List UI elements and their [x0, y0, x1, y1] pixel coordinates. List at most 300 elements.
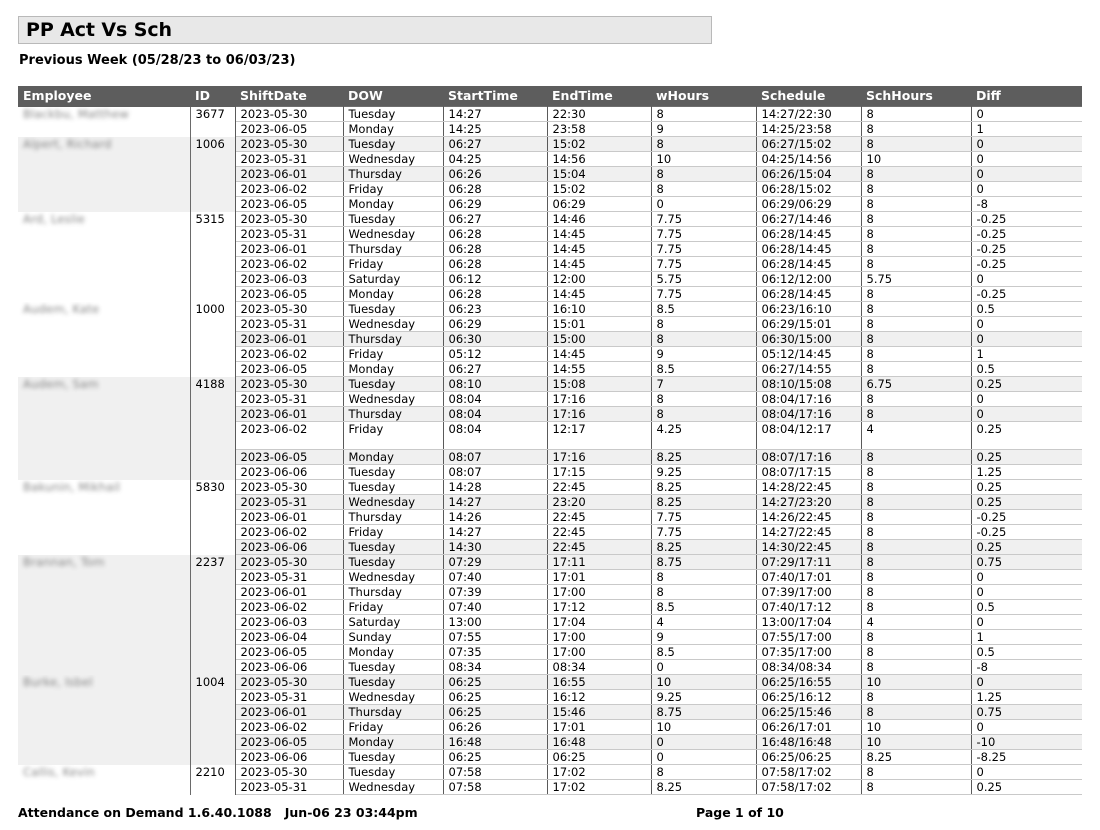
cell-dow: Tuesday	[343, 212, 443, 227]
cell-endtime: 17:16	[547, 407, 651, 422]
column-header-shiftdate[interactable]: ShiftDate	[235, 86, 343, 107]
cell-starttime: 06:23	[443, 302, 547, 317]
cell-starttime: 16:48	[443, 735, 547, 750]
cell-dow: Tuesday	[343, 377, 443, 392]
cell-starttime: 08:04	[443, 422, 547, 450]
cell-starttime: 06:28	[443, 182, 547, 197]
column-header-schhours[interactable]: SchHours	[861, 86, 971, 107]
cell-shiftdate: 2023-06-01	[235, 585, 343, 600]
cell-schhours: 8	[861, 480, 971, 495]
cell-whours: 10	[651, 720, 756, 735]
cell-shiftdate: 2023-06-06	[235, 540, 343, 555]
cell-diff: 0.25	[971, 495, 1082, 510]
cell-dow: Monday	[343, 450, 443, 465]
cell-diff: 0.75	[971, 555, 1082, 570]
cell-shiftdate: 2023-06-05	[235, 197, 343, 212]
cell-starttime: 07:40	[443, 600, 547, 615]
cell-whours: 8	[651, 392, 756, 407]
cell-shiftdate: 2023-06-05	[235, 450, 343, 465]
cell-schedule: 07:29/17:11	[756, 555, 861, 570]
cell-schhours: 8	[861, 540, 971, 555]
cell-starttime: 08:07	[443, 465, 547, 480]
column-header-whours[interactable]: wHours	[651, 86, 756, 107]
column-header-dow[interactable]: DOW	[343, 86, 443, 107]
employee-name-cell	[18, 212, 190, 302]
cell-schedule: 07:58/17:02	[756, 765, 861, 780]
cell-diff: 0	[971, 615, 1082, 630]
cell-diff: 0	[971, 675, 1082, 690]
cell-schhours: 8	[861, 287, 971, 302]
column-header-schedule[interactable]: Schedule	[756, 86, 861, 107]
cell-schedule: 06:28/14:45	[756, 287, 861, 302]
cell-schhours: 8.25	[861, 750, 971, 765]
cell-endtime: 17:16	[547, 450, 651, 465]
employee-name-cell	[18, 137, 190, 212]
table-row	[18, 212, 1082, 227]
report-footer	[18, 805, 1082, 825]
cell-endtime: 06:25	[547, 750, 651, 765]
cell-shiftdate: 2023-06-05	[235, 362, 343, 377]
cell-schedule: 06:29/15:01	[756, 317, 861, 332]
cell-endtime: 16:48	[547, 735, 651, 750]
cell-schhours: 10	[861, 675, 971, 690]
cell-starttime: 06:28	[443, 287, 547, 302]
column-header-employee[interactable]: Employee	[18, 86, 190, 107]
cell-dow: Thursday	[343, 407, 443, 422]
cell-schhours: 4	[861, 422, 971, 450]
cell-schedule: 08:10/15:08	[756, 377, 861, 392]
cell-endtime: 17:01	[547, 720, 651, 735]
cell-starttime: 14:27	[443, 495, 547, 510]
cell-diff: 0	[971, 107, 1082, 122]
cell-whours: 8	[651, 585, 756, 600]
cell-schedule: 08:04/17:16	[756, 392, 861, 407]
cell-dow: Tuesday	[343, 660, 443, 675]
table-row	[18, 377, 1082, 392]
cell-schedule: 06:28/14:45	[756, 242, 861, 257]
cell-schhours: 8	[861, 182, 971, 197]
cell-schedule: 07:40/17:01	[756, 570, 861, 585]
cell-whours: 8.25	[651, 540, 756, 555]
cell-shiftdate: 2023-06-06	[235, 660, 343, 675]
table-row	[18, 107, 1082, 122]
employee-name: Ard, Leslie	[23, 211, 85, 226]
cell-starttime: 06:30	[443, 332, 547, 347]
cell-whours: 0	[651, 750, 756, 765]
cell-endtime: 12:17	[547, 422, 651, 450]
cell-dow: Tuesday	[343, 540, 443, 555]
cell-diff: 0.25	[971, 540, 1082, 555]
cell-whours: 8	[651, 407, 756, 422]
cell-endtime: 15:00	[547, 332, 651, 347]
cell-whours: 4	[651, 615, 756, 630]
cell-schedule: 14:30/22:45	[756, 540, 861, 555]
employee-name: Blackbu, Matthew	[23, 106, 129, 121]
cell-starttime: 06:25	[443, 750, 547, 765]
cell-schhours: 8	[861, 465, 971, 480]
cell-starttime: 06:29	[443, 317, 547, 332]
cell-whours: 8	[651, 317, 756, 332]
cell-diff: 0	[971, 585, 1082, 600]
cell-endtime: 16:10	[547, 302, 651, 317]
employee-name-cell	[18, 675, 190, 765]
cell-diff: 0.25	[971, 422, 1082, 450]
employee-name: Audem, Sam	[23, 376, 99, 391]
table-row	[18, 137, 1082, 152]
cell-schhours: 8	[861, 660, 971, 675]
employee-id-cell: 1006	[190, 137, 235, 212]
cell-shiftdate: 2023-05-31	[235, 495, 343, 510]
cell-schhours: 8	[861, 585, 971, 600]
cell-diff: 1.25	[971, 690, 1082, 705]
cell-schhours: 8	[861, 347, 971, 362]
cell-dow: Friday	[343, 182, 443, 197]
cell-schhours: 8	[861, 570, 971, 585]
cell-whours: 7.75	[651, 257, 756, 272]
cell-dow: Friday	[343, 347, 443, 362]
cell-diff: 0.5	[971, 362, 1082, 377]
cell-diff: -0.25	[971, 510, 1082, 525]
cell-diff: 0	[971, 167, 1082, 182]
cell-shiftdate: 2023-05-30	[235, 377, 343, 392]
column-header-id[interactable]: ID	[190, 86, 235, 107]
cell-schedule: 08:07/17:15	[756, 465, 861, 480]
cell-endtime: 14:45	[547, 287, 651, 302]
table-row	[18, 480, 1082, 495]
employee-id-cell: 5315	[190, 212, 235, 302]
cell-starttime: 06:28	[443, 257, 547, 272]
cell-schedule: 06:29/06:29	[756, 197, 861, 212]
cell-endtime: 17:02	[547, 780, 651, 795]
cell-dow: Friday	[343, 600, 443, 615]
employee-name-cell	[18, 377, 190, 480]
cell-starttime: 06:12	[443, 272, 547, 287]
employee-name: Burke, Isbel	[23, 674, 93, 689]
cell-schhours: 8	[861, 407, 971, 422]
cell-dow: Tuesday	[343, 302, 443, 317]
cell-diff: 1.25	[971, 465, 1082, 480]
cell-diff: -0.25	[971, 227, 1082, 242]
cell-schhours: 8	[861, 495, 971, 510]
cell-shiftdate: 2023-05-30	[235, 765, 343, 780]
cell-whours: 8.75	[651, 555, 756, 570]
cell-dow: Monday	[343, 735, 443, 750]
cell-diff: 0	[971, 182, 1082, 197]
cell-shiftdate: 2023-06-01	[235, 242, 343, 257]
cell-shiftdate: 2023-05-30	[235, 302, 343, 317]
cell-schhours: 5.75	[861, 272, 971, 287]
cell-diff: 0	[971, 332, 1082, 347]
cell-whours: 8.5	[651, 362, 756, 377]
cell-starttime: 06:28	[443, 242, 547, 257]
cell-endtime: 17:04	[547, 615, 651, 630]
cell-schhours: 8	[861, 555, 971, 570]
cell-endtime: 17:00	[547, 645, 651, 660]
table-header-row	[18, 86, 1082, 107]
cell-dow: Tuesday	[343, 465, 443, 480]
cell-starttime: 07:58	[443, 780, 547, 795]
cell-dow: Thursday	[343, 510, 443, 525]
cell-whours: 8.25	[651, 480, 756, 495]
cell-schhours: 8	[861, 212, 971, 227]
cell-diff: -0.25	[971, 242, 1082, 257]
cell-endtime: 14:55	[547, 362, 651, 377]
employee-id-cell: 3677	[190, 107, 235, 137]
cell-starttime: 06:27	[443, 362, 547, 377]
cell-schedule: 07:55/17:00	[756, 630, 861, 645]
cell-endtime: 17:11	[547, 555, 651, 570]
cell-shiftdate: 2023-05-31	[235, 227, 343, 242]
cell-whours: 7.75	[651, 525, 756, 540]
cell-starttime: 06:29	[443, 197, 547, 212]
cell-schhours: 8	[861, 392, 971, 407]
cell-schedule: 06:27/14:55	[756, 362, 861, 377]
cell-starttime: 14:30	[443, 540, 547, 555]
cell-schhours: 8	[861, 450, 971, 465]
cell-dow: Tuesday	[343, 107, 443, 122]
cell-starttime: 06:25	[443, 705, 547, 720]
cell-endtime: 14:45	[547, 257, 651, 272]
cell-dow: Tuesday	[343, 750, 443, 765]
cell-schhours: 8	[861, 302, 971, 317]
cell-diff: 0	[971, 720, 1082, 735]
cell-whours: 8.5	[651, 645, 756, 660]
cell-diff: 0.25	[971, 450, 1082, 465]
cell-dow: Wednesday	[343, 392, 443, 407]
cell-endtime: 22:30	[547, 107, 651, 122]
cell-shiftdate: 2023-06-04	[235, 630, 343, 645]
cell-schhours: 10	[861, 720, 971, 735]
cell-endtime: 16:55	[547, 675, 651, 690]
cell-shiftdate: 2023-06-06	[235, 465, 343, 480]
cell-shiftdate: 2023-05-31	[235, 690, 343, 705]
cell-starttime: 08:10	[443, 377, 547, 392]
column-header-diff[interactable]: Diff	[971, 86, 1082, 107]
cell-starttime: 14:28	[443, 480, 547, 495]
cell-shiftdate: 2023-05-31	[235, 780, 343, 795]
cell-diff: 0	[971, 317, 1082, 332]
cell-starttime: 05:12	[443, 347, 547, 362]
cell-whours: 8	[651, 332, 756, 347]
cell-shiftdate: 2023-06-02	[235, 257, 343, 272]
employee-id-cell: 1000	[190, 302, 235, 377]
cell-starttime: 07:35	[443, 645, 547, 660]
cell-schedule: 05:12/14:45	[756, 347, 861, 362]
cell-diff: 0.25	[971, 480, 1082, 495]
cell-dow: Monday	[343, 645, 443, 660]
cell-schedule: 06:23/16:10	[756, 302, 861, 317]
cell-endtime: 23:20	[547, 495, 651, 510]
cell-schhours: 10	[861, 735, 971, 750]
cell-schhours: 8	[861, 780, 971, 795]
cell-schedule: 14:26/22:45	[756, 510, 861, 525]
cell-endtime: 16:12	[547, 690, 651, 705]
cell-schhours: 8	[861, 600, 971, 615]
cell-dow: Sunday	[343, 630, 443, 645]
cell-endtime: 15:01	[547, 317, 651, 332]
cell-starttime: 14:26	[443, 510, 547, 525]
cell-dow: Monday	[343, 122, 443, 137]
cell-endtime: 15:46	[547, 705, 651, 720]
report-date-range-subtitle: Previous Week (05/28/23 to 06/03/23)	[19, 53, 296, 68]
cell-schhours: 8	[861, 765, 971, 780]
employee-name: Bakunin, Mikhail	[23, 479, 121, 494]
cell-starttime: 06:26	[443, 167, 547, 182]
cell-endtime: 14:45	[547, 227, 651, 242]
cell-schedule: 08:07/17:16	[756, 450, 861, 465]
cell-schedule: 06:25/06:25	[756, 750, 861, 765]
cell-starttime: 07:39	[443, 585, 547, 600]
cell-endtime: 22:45	[547, 480, 651, 495]
cell-dow: Friday	[343, 720, 443, 735]
cell-schedule: 13:00/17:04	[756, 615, 861, 630]
cell-diff: 0	[971, 570, 1082, 585]
employee-name: Alpert, Richard	[23, 136, 112, 151]
cell-schedule: 06:30/15:00	[756, 332, 861, 347]
cell-whours: 10	[651, 675, 756, 690]
cell-starttime: 07:29	[443, 555, 547, 570]
cell-schhours: 10	[861, 152, 971, 167]
cell-schedule: 07:40/17:12	[756, 600, 861, 615]
cell-schedule: 14:27/22:45	[756, 525, 861, 540]
employee-name-cell	[18, 480, 190, 555]
cell-schedule: 07:39/17:00	[756, 585, 861, 600]
cell-schedule: 14:27/23:20	[756, 495, 861, 510]
column-header-endtime[interactable]: EndTime	[547, 86, 651, 107]
cell-shiftdate: 2023-06-01	[235, 705, 343, 720]
cell-shiftdate: 2023-06-05	[235, 287, 343, 302]
cell-diff: 1	[971, 122, 1082, 137]
cell-whours: 7.75	[651, 212, 756, 227]
cell-endtime: 22:45	[547, 525, 651, 540]
employee-name: Callis, Kevin	[23, 764, 95, 779]
cell-endtime: 17:16	[547, 392, 651, 407]
cell-endtime: 06:29	[547, 197, 651, 212]
cell-diff: -8.25	[971, 750, 1082, 765]
footer-app-version: Attendance on Demand 1.6.40.1088 Jun-06 23 03:44pm	[18, 805, 418, 820]
cell-dow: Thursday	[343, 242, 443, 257]
cell-schedule: 06:26/17:01	[756, 720, 861, 735]
cell-shiftdate: 2023-06-03	[235, 615, 343, 630]
cell-dow: Thursday	[343, 167, 443, 182]
cell-whours: 5.75	[651, 272, 756, 287]
cell-shiftdate: 2023-06-02	[235, 600, 343, 615]
cell-diff: -0.25	[971, 525, 1082, 540]
column-header-starttime[interactable]: StartTime	[443, 86, 547, 107]
cell-diff: -10	[971, 735, 1082, 750]
cell-schhours: 8	[861, 362, 971, 377]
cell-diff: -0.25	[971, 212, 1082, 227]
cell-starttime: 06:27	[443, 212, 547, 227]
cell-endtime: 22:45	[547, 510, 651, 525]
cell-shiftdate: 2023-05-30	[235, 107, 343, 122]
cell-shiftdate: 2023-06-02	[235, 182, 343, 197]
cell-whours: 8.25	[651, 495, 756, 510]
cell-shiftdate: 2023-05-30	[235, 555, 343, 570]
cell-schedule: 06:12/12:00	[756, 272, 861, 287]
cell-schhours: 8	[861, 107, 971, 122]
cell-whours: 8	[651, 167, 756, 182]
table-row	[18, 765, 1082, 780]
cell-diff: 0	[971, 137, 1082, 152]
footer-page-number: Page 1 of 10	[696, 805, 784, 820]
cell-starttime: 08:07	[443, 450, 547, 465]
cell-schedule: 08:04/17:16	[756, 407, 861, 422]
cell-whours: 8	[651, 137, 756, 152]
cell-schhours: 8	[861, 242, 971, 257]
cell-shiftdate: 2023-06-02	[235, 347, 343, 362]
cell-dow: Friday	[343, 422, 443, 450]
cell-dow: Friday	[343, 257, 443, 272]
employee-id-cell: 1004	[190, 675, 235, 765]
cell-whours: 8.25	[651, 450, 756, 465]
cell-endtime: 14:56	[547, 152, 651, 167]
cell-dow: Tuesday	[343, 765, 443, 780]
cell-whours: 9.25	[651, 690, 756, 705]
cell-diff: 1	[971, 630, 1082, 645]
cell-shiftdate: 2023-06-01	[235, 332, 343, 347]
employee-name-cell	[18, 765, 190, 795]
cell-endtime: 15:08	[547, 377, 651, 392]
cell-dow: Tuesday	[343, 675, 443, 690]
cell-diff: 0.5	[971, 302, 1082, 317]
cell-diff: 0	[971, 392, 1082, 407]
cell-endtime: 17:00	[547, 630, 651, 645]
cell-schedule: 06:28/14:45	[756, 227, 861, 242]
cell-starttime: 07:55	[443, 630, 547, 645]
cell-shiftdate: 2023-05-31	[235, 570, 343, 585]
cell-starttime: 08:04	[443, 392, 547, 407]
cell-endtime: 17:15	[547, 465, 651, 480]
cell-shiftdate: 2023-06-01	[235, 167, 343, 182]
cell-whours: 10	[651, 152, 756, 167]
cell-starttime: 14:25	[443, 122, 547, 137]
table-row	[18, 555, 1082, 570]
cell-shiftdate: 2023-06-01	[235, 407, 343, 422]
cell-whours: 8	[651, 570, 756, 585]
cell-schedule: 06:28/15:02	[756, 182, 861, 197]
cell-diff: 0.5	[971, 645, 1082, 660]
cell-schhours: 8	[861, 645, 971, 660]
cell-whours: 8.5	[651, 302, 756, 317]
cell-diff: 0	[971, 407, 1082, 422]
employee-name: Brannan, Tom	[23, 554, 105, 569]
cell-diff: 0	[971, 152, 1082, 167]
cell-whours: 7.75	[651, 287, 756, 302]
cell-shiftdate: 2023-06-06	[235, 750, 343, 765]
cell-diff: 0.25	[971, 377, 1082, 392]
cell-diff: 0.25	[971, 780, 1082, 795]
cell-schhours: 8	[861, 705, 971, 720]
cell-whours: 9	[651, 347, 756, 362]
cell-schedule: 08:34/08:34	[756, 660, 861, 675]
cell-diff: 0.75	[971, 705, 1082, 720]
cell-shiftdate: 2023-06-05	[235, 645, 343, 660]
cell-starttime: 08:34	[443, 660, 547, 675]
cell-schedule: 16:48/16:48	[756, 735, 861, 750]
cell-starttime: 06:25	[443, 675, 547, 690]
cell-dow: Wednesday	[343, 495, 443, 510]
cell-diff: 1	[971, 347, 1082, 362]
cell-shiftdate: 2023-06-02	[235, 720, 343, 735]
cell-schhours: 8	[861, 257, 971, 272]
cell-schedule: 06:27/15:02	[756, 137, 861, 152]
cell-endtime: 14:46	[547, 212, 651, 227]
cell-endtime: 14:45	[547, 242, 651, 257]
cell-dow: Wednesday	[343, 317, 443, 332]
cell-whours: 8	[651, 765, 756, 780]
cell-endtime: 15:02	[547, 182, 651, 197]
